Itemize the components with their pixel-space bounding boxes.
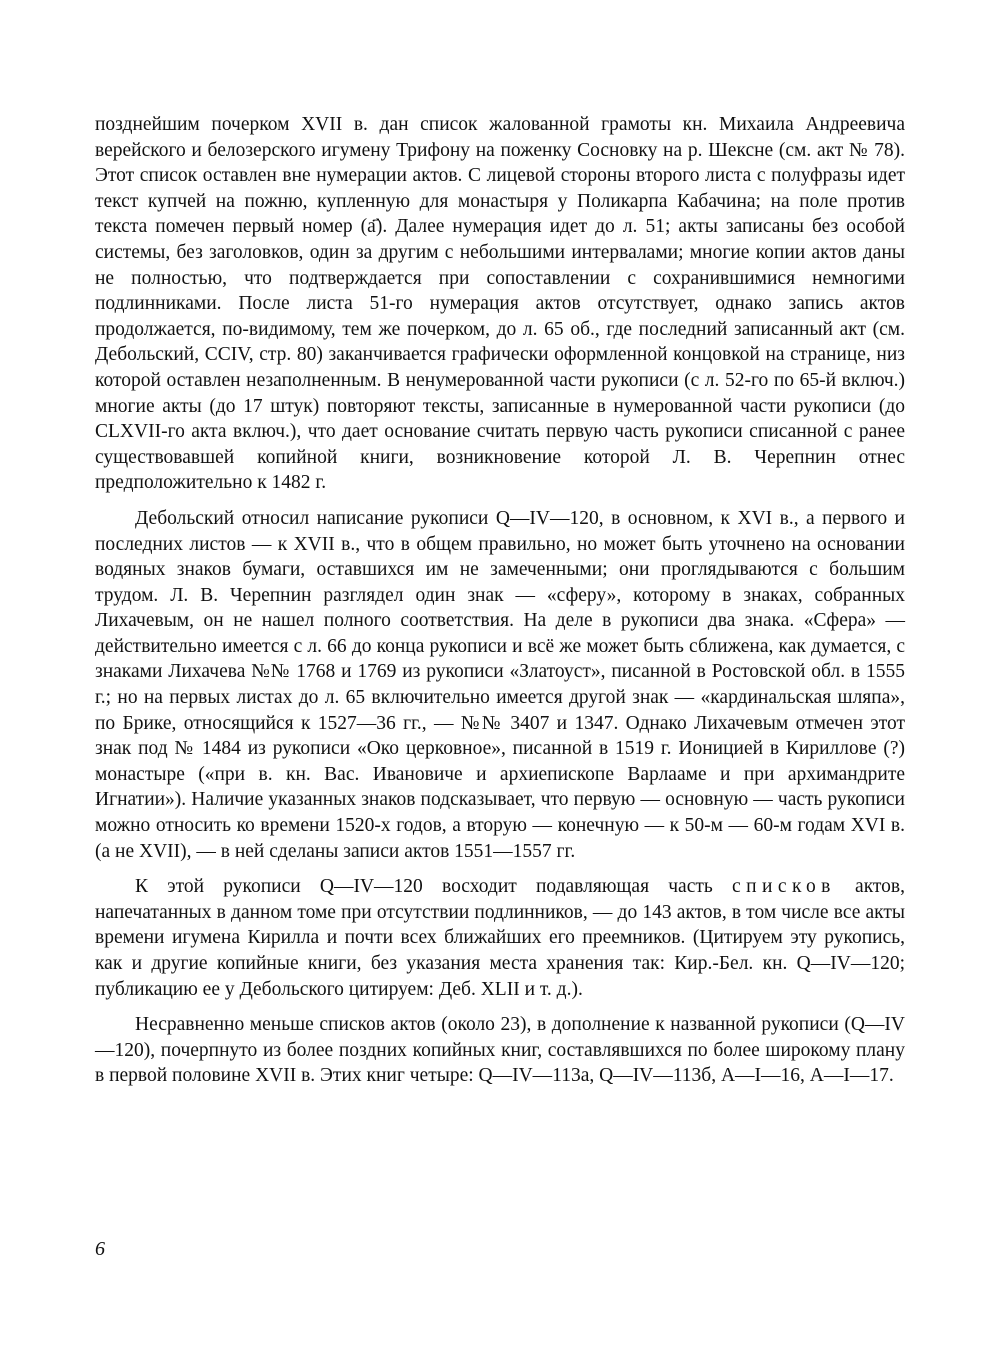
paragraph-3-text-after: актов, напечатанных в данном томе при отсутствии подлинников, — до 143 актов, в том числе все акты времени игумена Кирилла и почти всех ближайших его преемников. (Цитируем эту рукопись, как и другие копийные книги, без указания места хранения так: Кир.-Бел. кн. Q—IV—120; публикацию ее у Дебольского цитируем: Деб. XLII и т. д.).	[95, 876, 906, 1000]
document-page	[95, 112, 905, 1089]
paragraph-4: Несравненно меньше списков актов (около 23), в дополнение к названной рукописи (Q—IV—120), почерпнуто из более поздних копийных книг, составлявшихся по более широкому плану в первой половине XVII в. Этих книг четыре: Q—IV—113а, Q—IV—113б, А—I—16, А—I—17.	[95, 1014, 905, 1087]
page-number: 6	[95, 1238, 105, 1260]
paragraph-1: позднейшим почерком XVII в. дан список жалованной грамоты кн. Михаила Андреевича верейского и белозерского игумену Трифону на поженку Сосновку на р. Шексне (см. акт № 78). Этот список оставлен вне нумерации актов. С лицевой стороны второго листа с полуфразы идет текст купчей на пожню, купленную для монастыря у Поликарпа Кабачина; на поле против текста помечен первый номер (а҃). Далее нумерация идет до л. 51; акты записаны без особой системы, без заголовков, один за другим с небольшими интервалами; многие копии актов даны не полностью, что подтверждается при сопоставлении с сохранившимися немногими подлинниками. После листа 51-го нумерация актов отсутствует, однако запись актов продолжается, по-видимому, тем же почерком, до л. 65 об., где последний записанный акт (см. Дебольский, CCIV, стр. 80) заканчивается графически оформленной концовкой на странице, низ которой оставлен незаполненным. В ненумерованной части рукописи (с л. 52-го по 65-й включ.) многие акты (до 17 штук) повторяют тексты, записанные в нумерованной части рукописи (до CLXVII-го акта включ.), что дает основание считать первую часть рукописи списанной с ранее существовавшей копийной книги, возникновение которой Л. В. Черепнин отнес предположительно к 1482 г.	[95, 114, 905, 494]
paragraph-3-spaced-word: списков	[731, 876, 836, 898]
paragraph-3-text-before: К этой рукописи Q—IV—120 восходит подавляющая часть	[135, 876, 732, 898]
paragraph-3	[95, 874, 905, 1002]
paragraph-2: Дебольский относил написание рукописи Q—IV—120, в основном, к XVI в., а первого и последних листов — к XVII в., что в общем правильно, но может быть уточнено на основании водяных знаков бумаги, оставшихся им не замеченными; они проглядываются с большим трудом. Л. В. Черепнин разглядел один знак — «сферу», которому в знаках, собранных Лихачевым, он не нашел полного соответствия. На деле в рукописи два знака. «Сфера» — действительно имеется с л. 66 до конца рукописи и всё же может быть сближена, как думается, с знаками Лихачева №№ 1768 и 1769 из рукописи «Златоуст», писанной в Ростовской обл. в 1555 г.; но на первых листах до л. 65 включительно имеется другой знак — «кардинальская шляпа», по Брике, относящийся к 1527—36 гг., — №№ 3407 и 1347. Однако Лихачевым отмечен этот знак под № 1484 из рукописи «Око церковное», писанной в 1519 г. Ионицией в Кириллове (?) монастыре («при в. кн. Вас. Ивановиче и архиепископе Варлааме и при архимандрите Игнатии»). Наличие указанных знаков подсказывает, что первую — основную — часть рукописи можно относить ко времени 1520-х годов, а вторую — конечную — к 50-м — 60-м годам XVI в. (а не XVII), — в ней сделаны записи актов 1551—1557 гг.	[95, 507, 905, 862]
